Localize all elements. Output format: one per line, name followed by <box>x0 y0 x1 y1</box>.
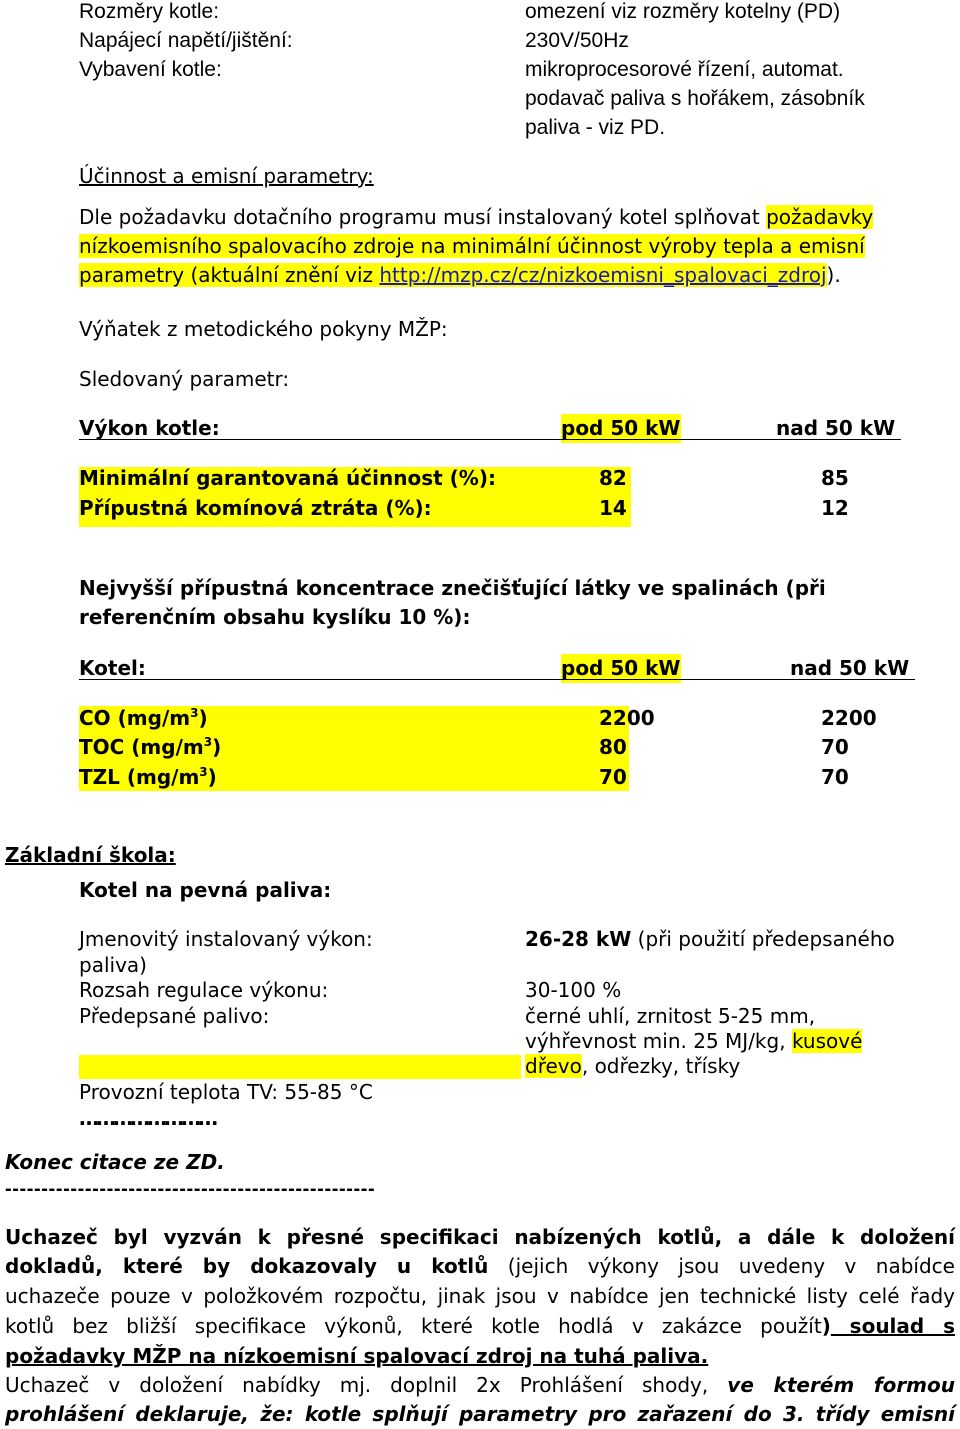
closing-line5: požadavky MŽP na nízkoemisní spalovací zdroj na tuhá paliva. <box>5 1344 709 1368</box>
table1-row-v1: 82 <box>599 466 627 490</box>
table2-row-v1: 70 <box>599 765 627 789</box>
ellipsis-dots: …………………… <box>79 1106 215 1130</box>
closing-line3: uchazeče pouze v položkovém rozpočtu, jinak jsou v nabídce jen technické listy celé řady <box>5 1284 955 1308</box>
table1-row-v2: 12 <box>821 496 849 520</box>
table1-header-label: Výkon kotle: <box>79 416 220 440</box>
fuel-value-line1: černé uhlí, zrnitost 5-25 mm, <box>525 1004 816 1028</box>
table2-header-col2: nad 50 kW <box>790 656 910 680</box>
mzp-link[interactable]: http://mzp.cz/cz/nizkoemisni_spalovaci_zdroj <box>379 263 827 287</box>
fuel-value-line3: dřevo, odřezky, třísky <box>525 1054 741 1078</box>
monitored-parameter-label: Sledovaný parametr: <box>79 367 290 391</box>
fuel-highlight-bar <box>79 1055 521 1079</box>
spec-value-equipment: mikroprocesorové řízení, automat. <box>525 58 844 81</box>
divider-dashes: --------------------------------------------------- <box>5 1178 376 1200</box>
table2-row-label: TOC $(mg/m^3)$ <box>79 735 222 759</box>
efficiency-heading: Účinnost a emisní parametry: <box>79 164 374 188</box>
efficiency-paragraph-line1: Dle požadavku dotačního programu musí instalovaný kotel splňovat požadavky <box>79 205 874 229</box>
table2-row-label: TZL $(mg/m^3)$ <box>79 765 217 789</box>
fuel-label: Předepsané palivo: <box>79 1004 270 1028</box>
spec-value-dimensions: omezení viz rozměry kotelny (PD) <box>525 0 841 23</box>
table1-row-v1: 14 <box>599 496 627 520</box>
table2-row-v2: 70 <box>821 735 849 759</box>
table2-header-label: Kotel: <box>79 656 146 680</box>
spec-value-equipment-cont2: paliva - viz PD. <box>525 116 666 139</box>
school-subheading: Kotel na pevná paliva: <box>79 878 332 902</box>
concentration-heading-line1: Nejvyšší přípustná koncentrace znečišťující látky ve spalinách (při <box>79 576 826 600</box>
spec-value-voltage: 230V/50Hz <box>525 29 629 52</box>
closing-line4: kotlů bez bližší specifikace výkonů, které kotle hodlá v zakázce použít) soulad s <box>5 1314 955 1338</box>
table2-row-label: CO $(mg/m^3)$ <box>79 706 208 730</box>
table2-row-v1: 2200 <box>599 706 655 730</box>
closing-line2: dokladů, které by dokazovaly u kotlů (jejich výkony jsou uvedeny v nabídce <box>5 1254 955 1278</box>
table2-row-v2: 2200 <box>821 706 877 730</box>
regulation-value: 30-100 % <box>525 978 622 1002</box>
excerpt-line: Výňatek z metodického pokyny MŽP: <box>79 317 448 341</box>
table1-header-col1: pod 50 kW <box>561 414 681 443</box>
table1-header-rule <box>79 439 901 440</box>
table1-row-label: Minimální garantovaná účinnost (%): <box>79 466 496 490</box>
rated-power-cont: paliva) <box>79 953 147 977</box>
table2-row-v1: 80 <box>599 735 627 759</box>
closing-line1: Uchazeč byl vyzván k přesné specifikaci nabízených kotlů, a dále k doložení <box>5 1225 955 1249</box>
spec-label-dimensions: Rozměry kotle: <box>79 0 220 23</box>
regulation-label: Rozsah regulace výkonu: <box>79 978 329 1002</box>
school-heading: Základní škola: <box>5 843 176 867</box>
closing-line7: prohlášení deklaruje, že: kotle splňují parametry pro zařazení do 3. třídy emisní <box>5 1402 955 1426</box>
table1-row-v2: 85 <box>821 466 849 490</box>
fuel-value-line2: výhřevnost min. 25 MJ/kg, kusové <box>525 1029 863 1053</box>
table1-row-label: Přípustná komínová ztráta (%): <box>79 496 432 520</box>
table2-row-v2: 70 <box>821 765 849 789</box>
operating-temperature: Provozní teplota TV: 55-85 °C <box>79 1080 373 1104</box>
rated-power-value: 26-28 kW (při použití předepsaného <box>525 927 895 951</box>
concentration-heading-line2: referenčním obsahu kyslíku 10 %): <box>79 605 471 629</box>
closing-line6: Uchazeč v doložení nabídky mj. doplnil 2x Prohlášení shody, ve kterém formou <box>5 1373 955 1397</box>
table1-header-col2: nad 50 kW <box>776 416 896 440</box>
spec-value-equipment-cont1: podavač paliva s hořákem, zásobník <box>525 87 865 110</box>
highlight-requirements: požadavky <box>766 205 874 229</box>
table2-header-rule <box>79 679 915 680</box>
rated-power-label: Jmenovitý instalovaný výkon: <box>79 927 373 951</box>
spec-label-equipment: Vybavení kotle: <box>79 58 222 81</box>
spec-label-voltage: Napájecí napětí/jištění: <box>79 29 293 52</box>
quote-end: Konec citace ze ZD. <box>5 1150 225 1174</box>
efficiency-paragraph-line2: nízkoemisního spalovacího zdroje na minimální účinnost výroby tepla a emisní <box>79 234 865 258</box>
table2-header-col1: pod 50 kW <box>561 654 681 683</box>
efficiency-paragraph-line3: parametry (aktuální znění viz http://mzp.cz/cz/nizkoemisni_spalovaci_zdroj). <box>79 263 841 287</box>
